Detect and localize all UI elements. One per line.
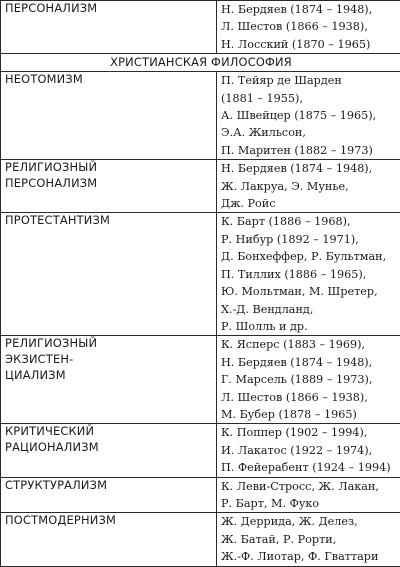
school-name-line: РЕЛИГИОЗНЫЙ: [5, 160, 213, 176]
philosopher-line: Х.-Д. Вендланд,: [221, 301, 397, 318]
school-name: ПЕРСОНАЛИЗМ: [5, 1, 213, 17]
philosopher-line: П. Тейяр де Шарден: [221, 72, 397, 89]
school-cell: [1, 424, 217, 477]
philosopher-line: К. Ясперс (1883 – 1969),: [221, 336, 397, 353]
philosopher-line: Р. Шолль и др.: [221, 318, 397, 335]
school-cell: [1, 160, 217, 213]
philosopher-line: Ж. Деррида, Ж. Делез,: [221, 513, 397, 530]
school-name-line: ПОСТМОДЕРНИЗМ: [5, 513, 213, 529]
philosopher-line: Ж. Батай, Р. Рорти,: [221, 531, 397, 548]
table-row: [1, 213, 400, 336]
philosopher-line: Ж.-Ф. Лиотар, Ф. Гваттари: [221, 548, 397, 565]
names-cell: [217, 336, 400, 424]
philosopher-line: Г. Марсель (1889 – 1973),: [221, 371, 397, 388]
philosopher-line: М. Бубер (1878 – 1965): [221, 406, 397, 423]
table-row: [1, 336, 400, 424]
philosopher-line: К. Барт (1886 – 1968),: [221, 213, 397, 230]
school-name-line: ЦИАЛИЗМ: [5, 368, 213, 384]
philosopher-line: Р. Нибур (1892 – 1971),: [221, 231, 397, 248]
philosopher-line: Н. Лосский (1870 – 1965): [221, 36, 397, 53]
table-row: [1, 160, 400, 213]
school-cell: [1, 477, 217, 513]
names-cell: [217, 72, 400, 160]
school-cell: [1, 336, 217, 424]
school-name-line: ПРОТЕСТАНТИЗМ: [5, 213, 213, 229]
section-header-row: [1, 54, 400, 72]
section-title: ХРИСТИАНСКАЯ ФИЛОСОФИЯ: [1, 54, 400, 72]
names-cell: [217, 213, 400, 336]
school-name-line: НЕОТОМИЗМ: [5, 72, 213, 88]
philosopher-line: Л. Шестов (1866 – 1938),: [221, 389, 397, 406]
names-cell: [217, 513, 400, 566]
school-cell: [1, 213, 217, 336]
names-cell: [217, 1, 400, 54]
philosopher-line: Н. Бердяев (1874 – 1948),: [221, 1, 397, 18]
philosopher-line: Д. Бонхеффер, Р. Бультман,: [221, 248, 397, 265]
philosopher-line: Э.А. Жильсон,: [221, 124, 397, 141]
school-name-line: ПЕРСОНАЛИЗМ: [5, 176, 213, 192]
school-name-line: СТРУКТУРАЛИЗМ: [5, 478, 213, 494]
philosopher-line: К. Леви-Стросс, Ж. Лакан,: [221, 478, 397, 495]
philosopher-line: П. Тиллих (1886 – 1965),: [221, 266, 397, 283]
table-row: [1, 513, 400, 566]
philosopher-line: П. Фейерабент (1924 – 1994): [221, 459, 397, 476]
philosopher-line: Дж. Ройс: [221, 195, 397, 212]
table-row: [1, 424, 400, 477]
school-cell: [1, 1, 217, 54]
table-body: [1, 1, 400, 567]
philosopher-line: Ю. Мольтман, М. Шретер,: [221, 283, 397, 300]
school-name-line: РЕЛИГИОЗНЫЙ: [5, 336, 213, 352]
philosopher-line: Ж. Лакруа, Э. Мунье,: [221, 178, 397, 195]
school-cell: [1, 513, 217, 566]
table-row: [1, 1, 400, 54]
philosopher-line: Р. Барт, М. Фуко: [221, 495, 397, 512]
philosopher-line: Н. Бердяев (1874 – 1948),: [221, 354, 397, 371]
table-row: [1, 72, 400, 160]
philosopher-line: Л. Шестов (1866 – 1938),: [221, 18, 397, 35]
school-cell: [1, 72, 217, 160]
philosopher-line: Н. Бердяев (1874 – 1948),: [221, 160, 397, 177]
philosopher-line: А. Швейцер (1875 – 1965),: [221, 107, 397, 124]
philosopher-line: П. Маритен (1882 – 1973): [221, 142, 397, 159]
philosopher-line: К. Поппер (1902 – 1994),: [221, 424, 397, 441]
philosopher-line: (1881 – 1955),: [221, 90, 397, 107]
names-cell: [217, 424, 400, 477]
school-name-line: РАЦИОНАЛИЗМ: [5, 440, 213, 456]
school-name-line: ЭКЗИСТЕН-: [5, 352, 213, 368]
names-cell: [217, 477, 400, 513]
names-cell: [217, 160, 400, 213]
table-row: [1, 477, 400, 513]
philosopher-line: И. Лакатос (1922 – 1974),: [221, 442, 397, 459]
school-name-line: КРИТИЧЕСКИЙ: [5, 424, 213, 440]
